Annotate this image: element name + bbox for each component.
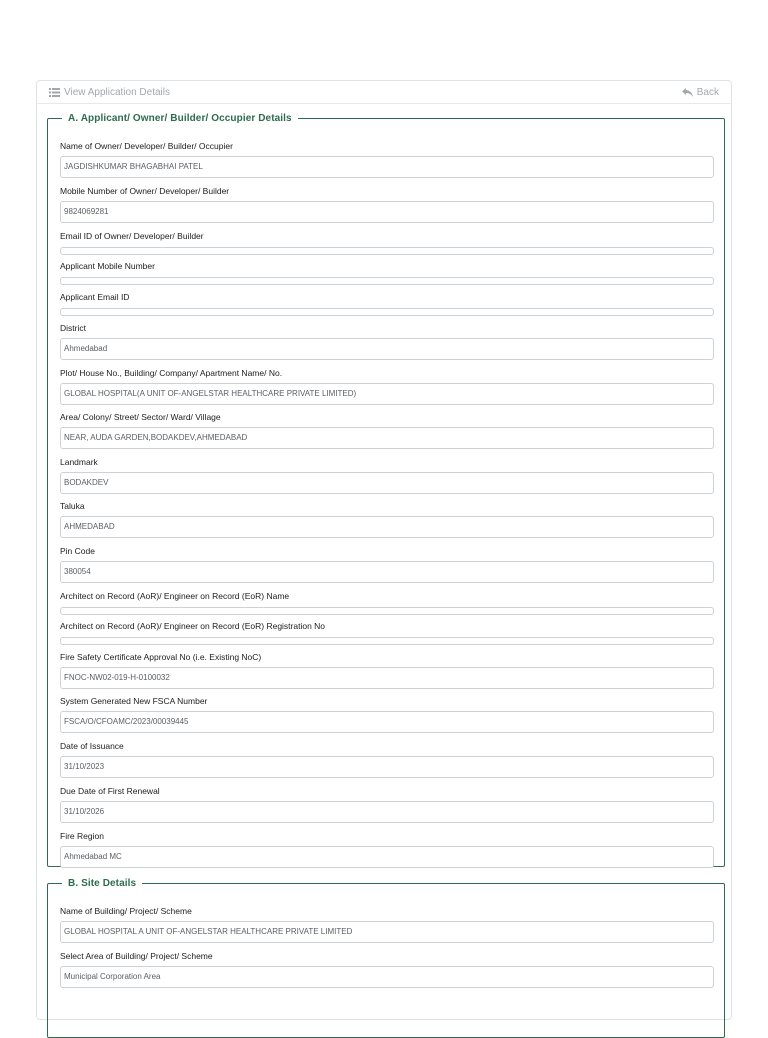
field-date-of-issuance	[60, 740, 714, 778]
pin-code-input[interactable]: 380054	[60, 561, 714, 583]
taluka-input[interactable]: AHMEDABAD	[60, 516, 714, 538]
field-building-area	[60, 950, 714, 988]
field-label: Email ID of Owner/ Developer/ Builder	[60, 231, 204, 241]
section-applicant-details	[47, 113, 725, 867]
section-a-legend: A. Applicant/ Owner/ Builder/ Occupier Details	[68, 113, 292, 124]
field-owner-email	[60, 230, 714, 255]
field-landmark	[60, 456, 714, 494]
back-button[interactable]	[682, 87, 719, 98]
field-owner-name	[60, 140, 714, 178]
field-label: Applicant Email ID	[60, 292, 130, 302]
panel-title-group	[49, 87, 170, 98]
first-renewal-date-input[interactable]: 31/10/2026	[60, 801, 714, 823]
aor-name-input[interactable]	[60, 607, 714, 615]
applicant-email-input[interactable]	[60, 308, 714, 316]
list-icon	[49, 88, 60, 97]
aor-registration-input[interactable]	[60, 637, 714, 645]
building-area-input[interactable]: Municipal Corporation Area	[60, 966, 714, 988]
fsca-approval-no-input[interactable]: FNOC-NW02-019-H-0100032	[60, 667, 714, 689]
field-area-colony	[60, 411, 714, 449]
back-label: Back	[696, 86, 719, 98]
field-label: Name of Building/ Project/ Scheme	[60, 906, 192, 916]
field-fsca-approval-no	[60, 651, 714, 689]
field-label: Plot/ House No., Building/ Company/ Apartment Name/ No.	[60, 368, 283, 378]
area-colony-input[interactable]: NEAR, AUDA GARDEN,BODAKDEV,AHMEDABAD	[60, 427, 714, 449]
field-label: Area/ Colony/ Street/ Sector/ Ward/ Village	[60, 412, 221, 422]
building-name-input[interactable]: GLOBAL HOSPITAL A UNIT OF-ANGELSTAR HEALTHCARE PRIVATE LIMITED	[60, 921, 714, 943]
field-first-renewal-date	[60, 785, 714, 823]
field-district	[60, 322, 714, 360]
date-of-issuance-input[interactable]: 31/10/2023	[60, 756, 714, 778]
field-label: Applicant Mobile Number	[60, 261, 155, 271]
field-label: Pin Code	[60, 546, 95, 556]
field-label: Taluka	[60, 501, 85, 511]
section-site-details	[47, 878, 725, 1038]
district-input[interactable]: Ahmedabad	[60, 338, 714, 360]
owner-name-input[interactable]: JAGDISHKUMAR BHAGABHAI PATEL	[60, 156, 714, 178]
field-new-fsca-number	[60, 695, 714, 733]
reply-icon	[682, 88, 693, 97]
field-building-name	[60, 905, 714, 943]
field-label: System Generated New FSCA Number	[60, 696, 208, 706]
field-owner-mobile	[60, 185, 714, 223]
field-label: Date of Issuance	[60, 741, 124, 751]
landmark-input[interactable]: BODAKDEV	[60, 472, 714, 494]
fire-region-input[interactable]: Ahmedabad MC	[60, 846, 714, 868]
field-label: Architect on Record (AoR)/ Engineer on Record (EoR) Name	[60, 591, 290, 601]
panel-title: View Application Details	[64, 86, 170, 98]
field-label: Due Date of First Renewal	[60, 786, 160, 796]
field-label: Fire Safety Certificate Approval No (i.e. Existing NoC)	[60, 652, 262, 662]
field-applicant-email	[60, 291, 714, 316]
application-details-panel	[36, 80, 732, 1020]
owner-mobile-input[interactable]: 9824069281	[60, 201, 714, 223]
field-applicant-mobile	[60, 260, 714, 285]
field-plot-building	[60, 367, 714, 405]
field-aor-name	[60, 590, 714, 615]
field-label: Name of Owner/ Developer/ Builder/ Occupier	[60, 141, 233, 151]
field-label: Fire Region	[60, 831, 104, 841]
applicant-mobile-input[interactable]	[60, 277, 714, 285]
field-label: Mobile Number of Owner/ Developer/ Builder	[60, 186, 230, 196]
owner-email-input[interactable]	[60, 247, 714, 255]
section-b-legend: B. Site Details	[68, 878, 137, 889]
field-fire-region	[60, 830, 714, 868]
plot-building-input[interactable]: GLOBAL HOSPITAL(A UNIT OF-ANGELSTAR HEALTHCARE PRIVATE LIMITED)	[60, 383, 714, 405]
field-pin-code	[60, 545, 714, 583]
field-label: Select Area of Building/ Project/ Scheme	[60, 951, 213, 961]
new-fsca-number-input[interactable]: FSCA/O/CFOAMC/2023/00039445	[60, 711, 714, 733]
field-taluka	[60, 500, 714, 538]
field-label: Landmark	[60, 457, 98, 467]
field-label: District	[60, 323, 86, 333]
field-aor-registration	[60, 620, 714, 645]
panel-header	[37, 81, 731, 104]
field-label: Architect on Record (AoR)/ Engineer on Record (EoR) Registration No	[60, 621, 326, 631]
